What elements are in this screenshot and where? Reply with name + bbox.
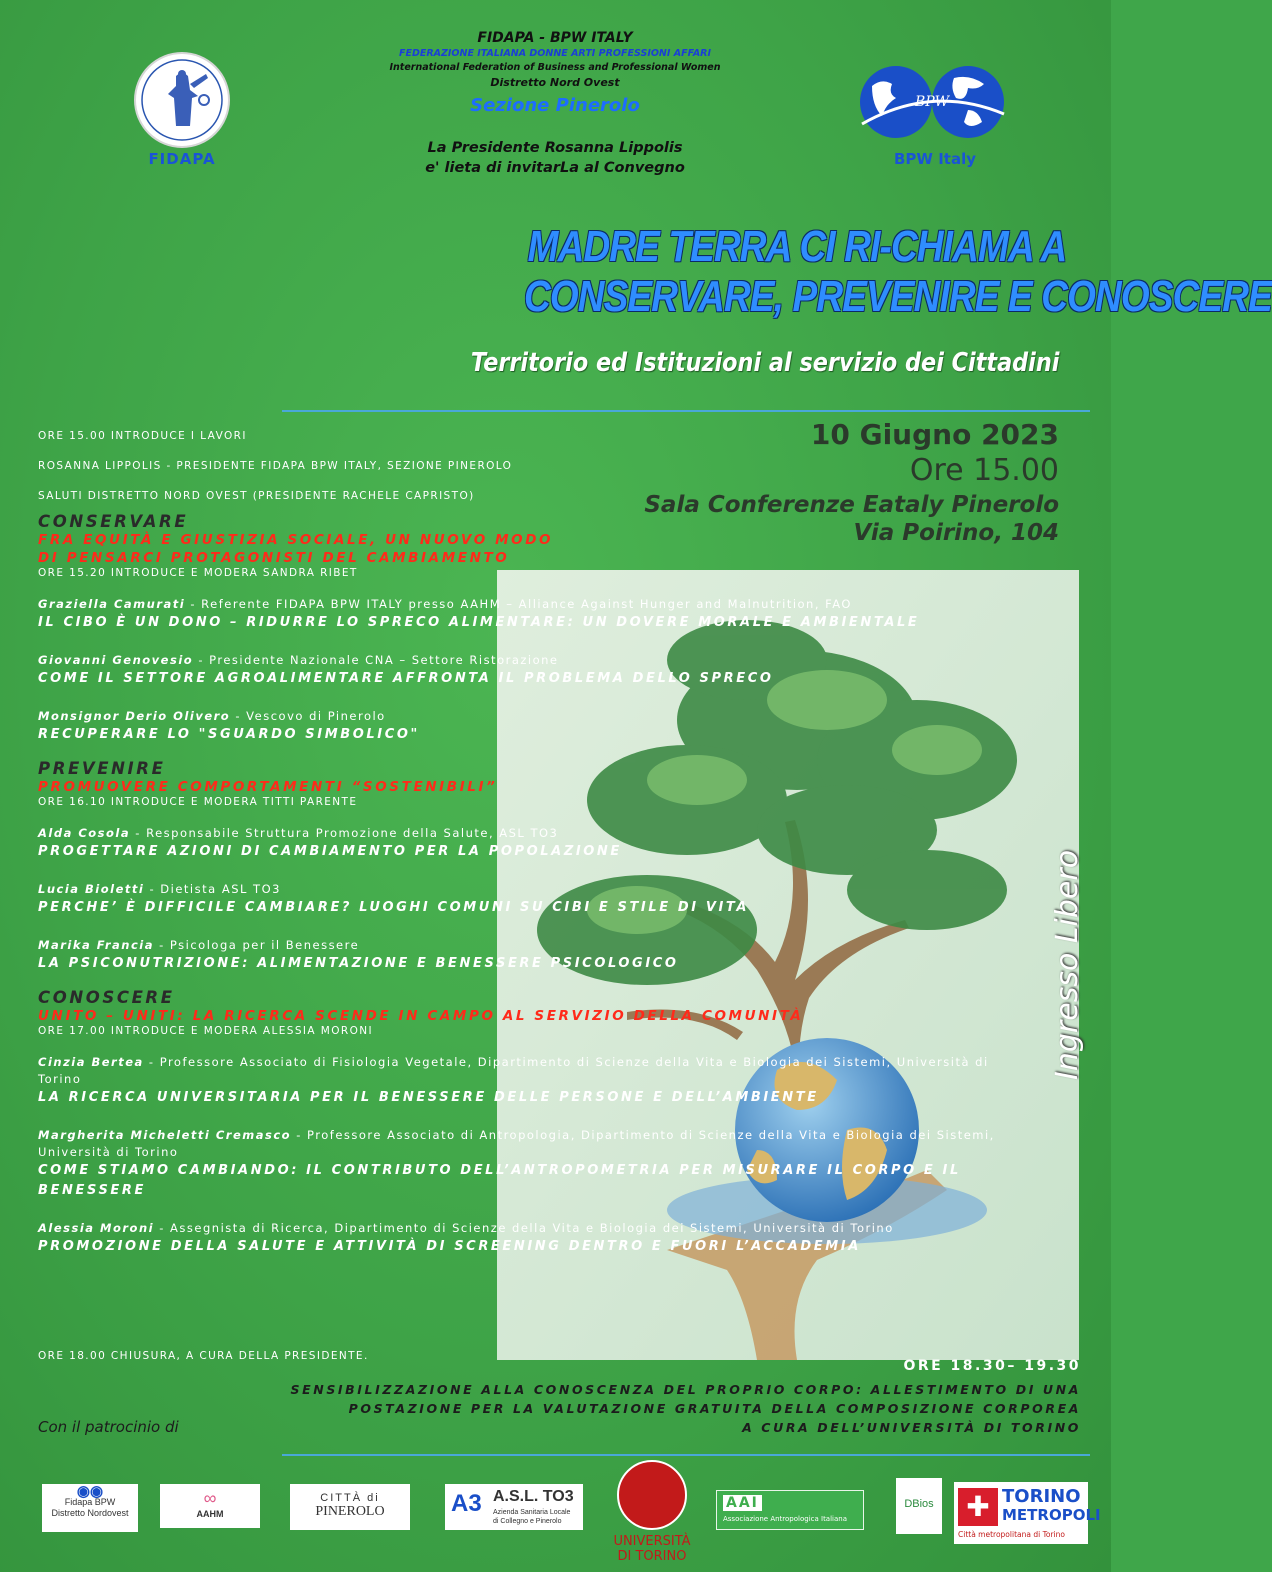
invitation-line-2: e' lieta di invitarLa al Convegno — [425, 160, 685, 176]
event-time: Ore 15.00 — [909, 453, 1059, 488]
fidapa-district-line-2: Distretto Nordovest — [51, 1508, 129, 1518]
unito-seal-icon — [617, 1460, 687, 1530]
speaker-role: - Referente FIDAPA BPW ITALY presso AAHM – Alliance Against Hunger and Malnutrition, FAO — [185, 597, 852, 611]
talk — [38, 596, 1018, 633]
section-subtitle: FRA EQUITÀ E GIUSTIZIA SOCIALE, UN NUOVO MODO — [38, 532, 554, 548]
speaker-name: Alessia Moroni — [38, 1221, 155, 1235]
speaker-role: - Assegnista di Ricerca, Dipartimento di Scienze della Vita e Biologia dei Sistemi, Università di Torino — [154, 1221, 894, 1235]
speaker-name: Margherita Micheletti Cremasco — [38, 1128, 292, 1142]
torino-line-1: TORINO — [1002, 1486, 1081, 1507]
aai-sub: Associazione Antropologica Italiana — [723, 1515, 848, 1523]
speaker — [38, 652, 1018, 669]
extra-activity — [261, 1380, 1081, 1437]
event-title — [524, 222, 1272, 322]
talk-topic: COME STIAMO CAMBIANDO: IL CONTRIBUTO DELL’ANTROPOMETRIA PER MISURARE IL CORPO E IL BENESSERE — [38, 1163, 961, 1198]
aai-title: AAI — [723, 1495, 762, 1511]
aai-logo — [716, 1490, 864, 1530]
moderator-line: ORE 16.10 INTRODUCE E MODERA TITTI PARENTE — [38, 796, 358, 808]
speaker-role: - Vescovo di Pinerolo — [230, 709, 386, 723]
invitation-line-1: La Presidente Rosanna Lippolis — [427, 140, 683, 156]
talk — [38, 1127, 1018, 1201]
asl-title: A.S.L. TO3 — [493, 1488, 574, 1505]
intro-line: ORE 15.00 INTRODUCE I LAVORI — [38, 430, 247, 442]
talk-topic: IL CIBO È UN DONO – RIDURRE LO SPRECO ALIMENTARE: UN DOVERE MORALE E AMBIENTALE — [38, 615, 920, 630]
moderator-line: ORE 17.00 INTRODUCE E MODERA ALESSIA MORONI — [38, 1025, 373, 1037]
pinerolo-line-1: CITTÀ di — [320, 1492, 380, 1504]
speaker-name: Giovanni Genovesio — [38, 653, 194, 667]
unito-line-2: DI TORINO — [617, 1549, 687, 1564]
unito-line-1: UNIVERSITÀ — [613, 1534, 691, 1549]
fidapa-logo — [134, 52, 230, 148]
section-subtitle: PROMUOVERE COMPORTAMENTI “SOSTENIBILI” — [38, 779, 498, 795]
talk — [38, 652, 1018, 689]
bpw-logo-label: BPW Italy — [894, 150, 976, 168]
torino-metropoli-logo — [954, 1482, 1101, 1544]
talk — [38, 825, 1018, 862]
talk-topic: LA PSICONUTRIZIONE: ALIMENTAZIONE E BENESSERE PSICOLOGICO — [38, 956, 679, 971]
moderator-line: ORE 15.20 INTRODUCE E MODERA SANDRA RIBET — [38, 567, 358, 579]
fidapa-district-logo — [42, 1484, 138, 1532]
torino-sub: Città metropolitana di Torino — [958, 1530, 1065, 1539]
citta-pinerolo-logo — [290, 1484, 410, 1530]
section-title: CONOSCERE — [38, 988, 175, 1007]
event-title-line-1: MADRE TERRA CI RI-CHIAMA A — [527, 222, 1067, 271]
speaker-role: - Dietista ASL TO3 — [144, 882, 281, 896]
speaker — [38, 1220, 1018, 1237]
speaker — [38, 937, 1018, 954]
talk — [38, 708, 1018, 745]
intro-line: SALUTI DISTRETTO NORD OVEST (PRESIDENTE RACHELE CAPRISTO) — [38, 490, 475, 502]
event-address: Via Poirino, 104 — [853, 520, 1059, 546]
extra-activity-line: POSTAZIONE PER LA VALUTAZIONE GRATUITA DELLA COMPOSIZIONE CORPOREA — [348, 1401, 1081, 1416]
talk — [38, 881, 1018, 918]
patronage-label: Con il patrocinio di — [38, 1418, 179, 1436]
event-place: Sala Conferenze Eataly Pinerolo — [644, 492, 1059, 518]
closing-line: ORE 18.00 CHIUSURA, A CURA DELLA PRESIDENTE. — [38, 1350, 369, 1362]
free-entry-label: Ingresso Libero — [1050, 849, 1085, 1080]
bpw-logo — [858, 64, 1008, 140]
aahm-mark-icon: ∞ — [203, 1488, 217, 1508]
speaker-role: - Professore Associato di Fisiologia Vegetale, Dipartimento di Scienze della Vita e Biologia dei Sistemi, Università di Torino — [38, 1055, 989, 1086]
divider-top — [282, 410, 1090, 412]
speaker-name: Lucia Bioletti — [38, 882, 145, 896]
speaker-name: Graziella Camurati — [38, 597, 186, 611]
intro-line: ROSANNA LIPPOLIS - PRESIDENTE FIDAPA BPW ITALY, SEZIONE PINEROLO — [38, 460, 513, 472]
speaker-role: - Professore Associato di Antropologia, Dipartimento di Scienze della Vita e Biologia dei Sistemi, Università di Torino — [38, 1128, 995, 1159]
divider-bottom — [282, 1454, 1090, 1456]
section-subtitle: DI PENSARCI PROTAGONISTI DEL CAMBIAMENTO — [38, 550, 510, 566]
talk-topic: PERCHE’ È DIFFICILE CAMBIARE? LUOGHI COMUNI SU CIBI E STILE DI VITA — [38, 900, 750, 915]
speaker-name: Marika Francia — [38, 938, 154, 952]
globe-icon: ◉◉ — [76, 1483, 104, 1500]
event-date: 10 Giugno 2023 — [810, 418, 1059, 451]
speaker-name: Cinzia Bertea — [38, 1055, 144, 1069]
section-name: Sezione Pinerolo — [470, 95, 640, 116]
district-name: Distretto Nord Ovest — [490, 76, 620, 89]
asl-to3-logo — [445, 1484, 583, 1530]
bpw-logo-text: BPW — [914, 94, 950, 110]
event-title-line-2: CONSERVARE, PREVENIRE E CONOSCERE — [524, 272, 1272, 321]
event-subtitle: Territorio ed Istituzioni al servizio dei Cittadini — [470, 348, 1059, 378]
extra-activity-line: SENSIBILIZZAZIONE ALLA CONOSCENZA DEL PROPRIO CORPO: ALLESTIMENTO DI UNA — [290, 1382, 1081, 1397]
invitation — [300, 138, 810, 178]
extra-time: ORE 18.30– 19.30 — [903, 1358, 1081, 1374]
speaker — [38, 881, 1018, 898]
dbios-logo — [896, 1478, 942, 1534]
extra-activity-line: A CURA DELL’UNIVERSITÀ DI TORINO — [742, 1420, 1081, 1435]
cross-icon: ✚ — [958, 1488, 998, 1526]
aahm-text: AAHM — [196, 1509, 224, 1519]
talk-topic: PROMOZIONE DELLA SALUTE E ATTIVITÀ DI SCREENING DENTRO E FUORI L’ACCADEMIA — [38, 1239, 861, 1254]
speaker — [38, 825, 1018, 842]
fidapa-district-line-1: Fidapa BPW — [64, 1497, 116, 1507]
talk-topic: PROGETTARE AZIONI DI CAMBIAMENTO PER LA POPOLAZIONE — [38, 844, 622, 859]
speaker-name: Monsignor Derio Olivero — [38, 709, 231, 723]
asl-mark-icon: A3 — [451, 1490, 482, 1517]
speaker-role: - Psicologa per il Benessere — [153, 938, 360, 952]
speaker — [38, 596, 1018, 613]
section-title: CONSERVARE — [38, 512, 189, 531]
speaker-role: - Responsabile Struttura Promozione della Salute, ASL TO3 — [130, 826, 559, 840]
talk-topic: COME IL SETTORE AGROALIMENTARE AFFRONTA IL PROBLEMA DELLO SPRECO — [38, 671, 774, 686]
speaker-role: - Presidente Nazionale CNA – Settore Ristorazione — [193, 653, 559, 667]
talk — [38, 937, 1018, 974]
programme — [38, 430, 1018, 1276]
asl-sub-2: di Collegno e Pinerolo — [493, 1518, 562, 1525]
unito-logo — [612, 1460, 692, 1564]
talk — [38, 1054, 1018, 1108]
speaker — [38, 1054, 1018, 1088]
asl-sub-1: Azienda Sanitaria Locale — [493, 1509, 571, 1516]
aahm-logo — [160, 1484, 260, 1528]
talk-topic: RECUPERARE LO "SGUARDO SIMBOLICO" — [38, 727, 420, 742]
dbios-text: DBios — [904, 1498, 934, 1510]
speaker-name: Alda Cosola — [38, 826, 131, 840]
header — [300, 30, 810, 178]
section-title: PREVENIRE — [38, 759, 166, 778]
talk-topic: LA RICERCA UNIVERSITARIA PER IL BENESSERE DELLE PERSONE E DELL’AMBIENTE — [38, 1090, 819, 1105]
speaker — [38, 1127, 1018, 1161]
torino-line-2: METROPOLI — [1002, 1506, 1101, 1524]
org-name: FIDAPA - BPW ITALY — [477, 30, 633, 46]
pinerolo-line-2: PINEROLO — [315, 1504, 385, 1519]
international-name: International Federation of Business and Professional Women — [389, 62, 721, 73]
talk — [38, 1220, 1018, 1257]
federation-name: FEDERAZIONE ITALIANA DONNE ARTI PROFESSIONI AFFARI — [398, 48, 712, 59]
fidapa-logo-label: FIDAPA — [148, 150, 216, 168]
speaker — [38, 708, 1018, 725]
section-subtitle: UNITO – UNITI: LA RICERCA SCENDE IN CAMPO AL SERVIZIO DELLA COMUNITÀ — [38, 1008, 804, 1024]
